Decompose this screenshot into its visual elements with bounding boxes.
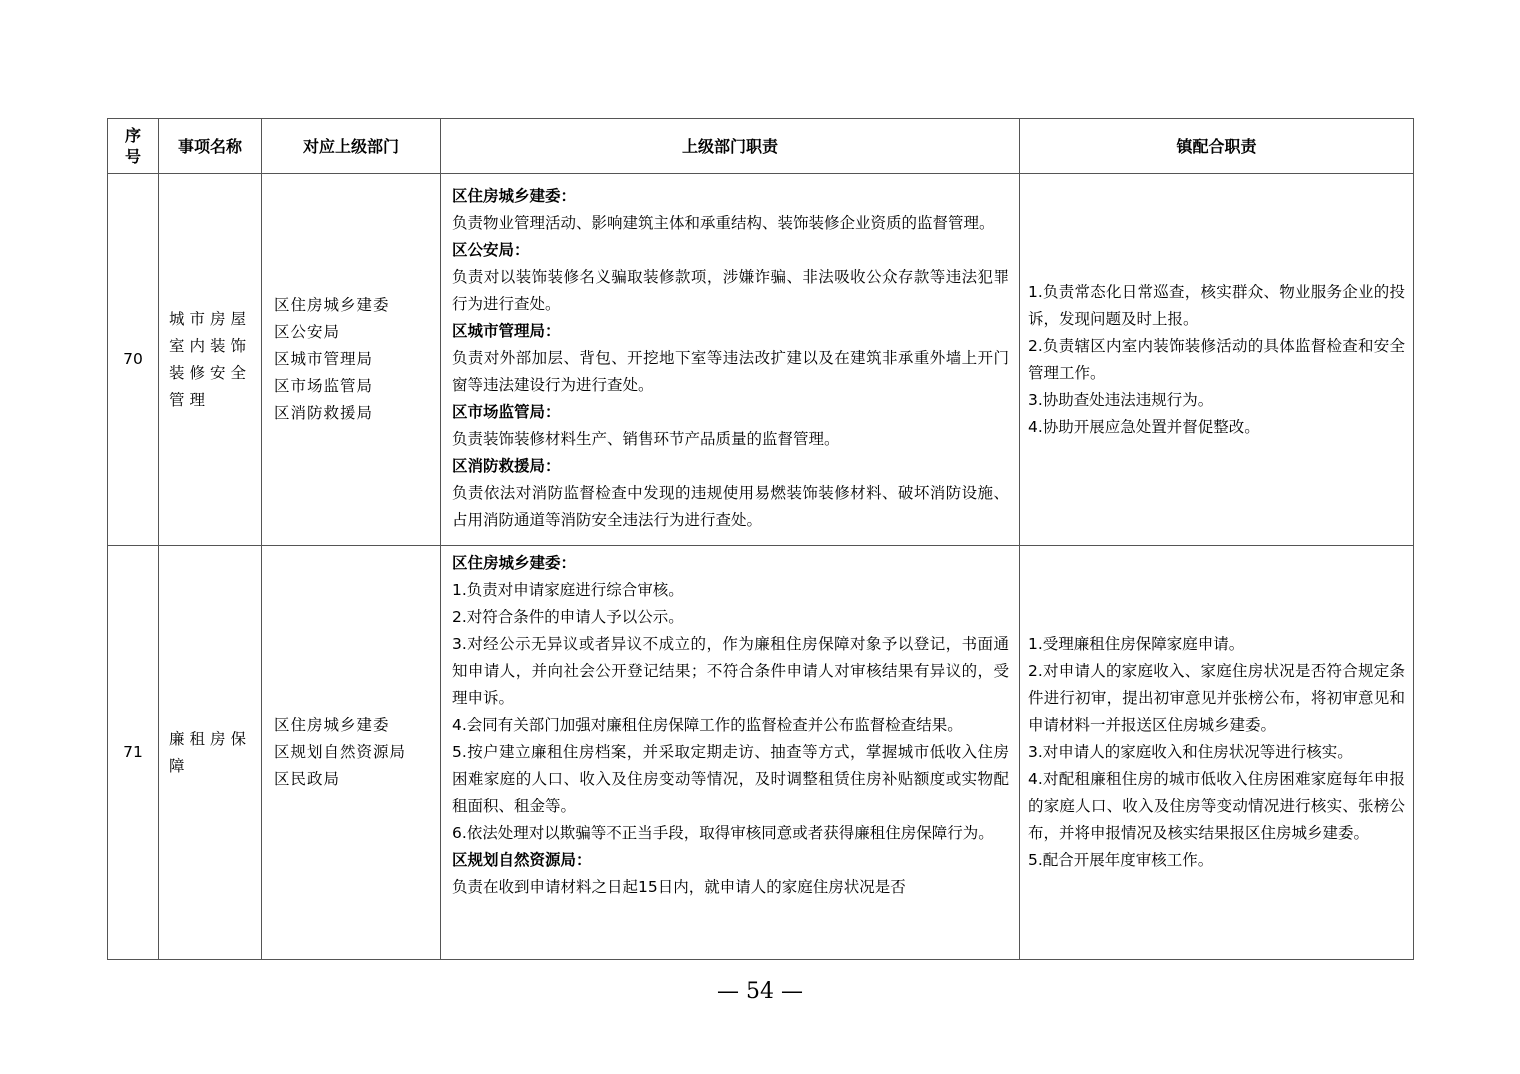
duty-item: 6.依法处理对以欺骗等不正当手段，取得审核同意或者获得廉租住房保障行为。 [452, 824, 994, 842]
duty-text: 负责在收到申请材料之日起15日内，就申请人的家庭住房状况是否 [452, 878, 906, 896]
town-duty-cell [1020, 174, 1414, 546]
table-row [108, 174, 1414, 546]
town-duty-item: 5.配合开展年度审核工作。 [1028, 851, 1214, 869]
duty-cell [441, 174, 1020, 546]
duty-cell [441, 546, 1020, 960]
header-name: 事项名称 [159, 119, 262, 174]
duty-dept-heading: 区市场监管局： [452, 403, 561, 421]
duty-dept-heading: 区住房城乡建委： [452, 187, 577, 205]
dept-item: 区住房城乡建委 [274, 296, 390, 314]
duty-item: 3.对经公示无异议或者异议不成立的，作为廉租住房保障对象予以登记，书面通知申请人，并向社会公开登记结果；不符合条件申请人对审核结果有异议的，受理申诉。 [452, 635, 1009, 707]
duty-text: 负责对以装饰装修名义骗取装修款项，涉嫌诈骗、非法吸收公众存款等违法犯罪行为进行查处。 [452, 268, 1009, 313]
dept-item: 区市场监管局 [274, 377, 374, 395]
header-num: 序号 [108, 119, 159, 174]
duty-text: 负责对外部加层、背包、开挖地下室等违法改扩建以及在建筑非承重外墙上开门窗等违法建设行为进行查处。 [452, 349, 1009, 394]
duty-item: 1.负责对申请家庭进行综合审核。 [452, 581, 684, 599]
duty-text: 负责装饰装修材料生产、销售环节产品质量的监督管理。 [452, 430, 840, 448]
town-duty-item: 4.协助开展应急处置并督促整改。 [1028, 417, 1260, 436]
page-number: — 54 — [717, 979, 803, 1004]
town-duty-cell [1020, 546, 1414, 960]
header-duty: 上级部门职责 [441, 119, 1020, 174]
row-number: 70 [108, 174, 159, 546]
dept-list [262, 546, 441, 960]
header-dept: 对应上级部门 [262, 119, 441, 174]
duty-item: 5.按户建立廉租住房档案，并采取定期走访、抽查等方式，掌握城市低收入住房困难家庭的人口、收入及住房变动等情况，及时调整租赁住房补贴额度或实物配租面积、租金等。 [452, 743, 1009, 815]
duty-item: 4.会同有关部门加强对廉租住房保障工作的监督检查并公布监督检查结果。 [452, 716, 963, 734]
item-name: 廉租房保障 [159, 546, 262, 960]
town-duty-item: 4.对配租廉租住房的城市低收入住房困难家庭每年申报的家庭人口、收入及住房等变动情况进行核实、张榜公布，并将申报情况及核实结果报区住房城乡建委。 [1028, 770, 1405, 842]
duty-dept-heading: 区住房城乡建委： [452, 554, 577, 572]
dept-item: 区公安局 [274, 323, 341, 341]
dept-item: 区规划自然资源局 [274, 743, 407, 761]
duty-table [107, 118, 1414, 960]
town-duty-item: 3.协助查处违法违规行为。 [1028, 390, 1214, 409]
duty-dept-heading: 区公安局： [452, 241, 530, 259]
dept-item: 区消防救援局 [274, 404, 374, 422]
town-duty-item: 1.负责常态化日常巡查，核实群众、物业服务企业的投诉，发现问题及时上报。 [1028, 282, 1405, 328]
town-duty-item: 1.受理廉租住房保障家庭申请。 [1028, 635, 1245, 653]
dept-item: 区民政局 [274, 770, 341, 788]
dept-item: 区住房城乡建委 [274, 716, 390, 734]
duty-dept-heading: 区消防救援局： [452, 457, 561, 475]
town-duty-item: 3.对申请人的家庭收入和住房状况等进行核实。 [1028, 743, 1353, 761]
duty-item: 2.对符合条件的申请人予以公示。 [452, 608, 684, 626]
table-row [108, 546, 1414, 960]
table-header-row [108, 119, 1414, 174]
dept-list [262, 174, 441, 546]
town-duty-item: 2.负责辖区内室内装饰装修活动的具体监督检查和安全管理工作。 [1028, 336, 1405, 382]
header-town: 镇配合职责 [1020, 119, 1414, 174]
item-name: 城市房屋室内装饰装修安全管理 [159, 174, 262, 546]
row-number: 71 [108, 546, 159, 960]
duty-dept-heading: 区规划自然资源局： [452, 851, 592, 869]
dept-item: 区城市管理局 [274, 350, 374, 368]
town-duty-item: 2.对申请人的家庭收入、家庭住房状况是否符合规定条件进行初审，提出初审意见并张榜公布，将初审意见和申请材料一并报送区住房城乡建委。 [1028, 662, 1405, 734]
duty-dept-heading: 区城市管理局： [452, 322, 561, 340]
duty-text: 负责物业管理活动、影响建筑主体和承重结构、装饰装修企业资质的监督管理。 [452, 214, 995, 232]
duty-text: 负责依法对消防监督检查中发现的违规使用易燃装饰装修材料、破坏消防设施、占用消防通道等消防安全违法行为进行查处。 [452, 484, 1009, 529]
